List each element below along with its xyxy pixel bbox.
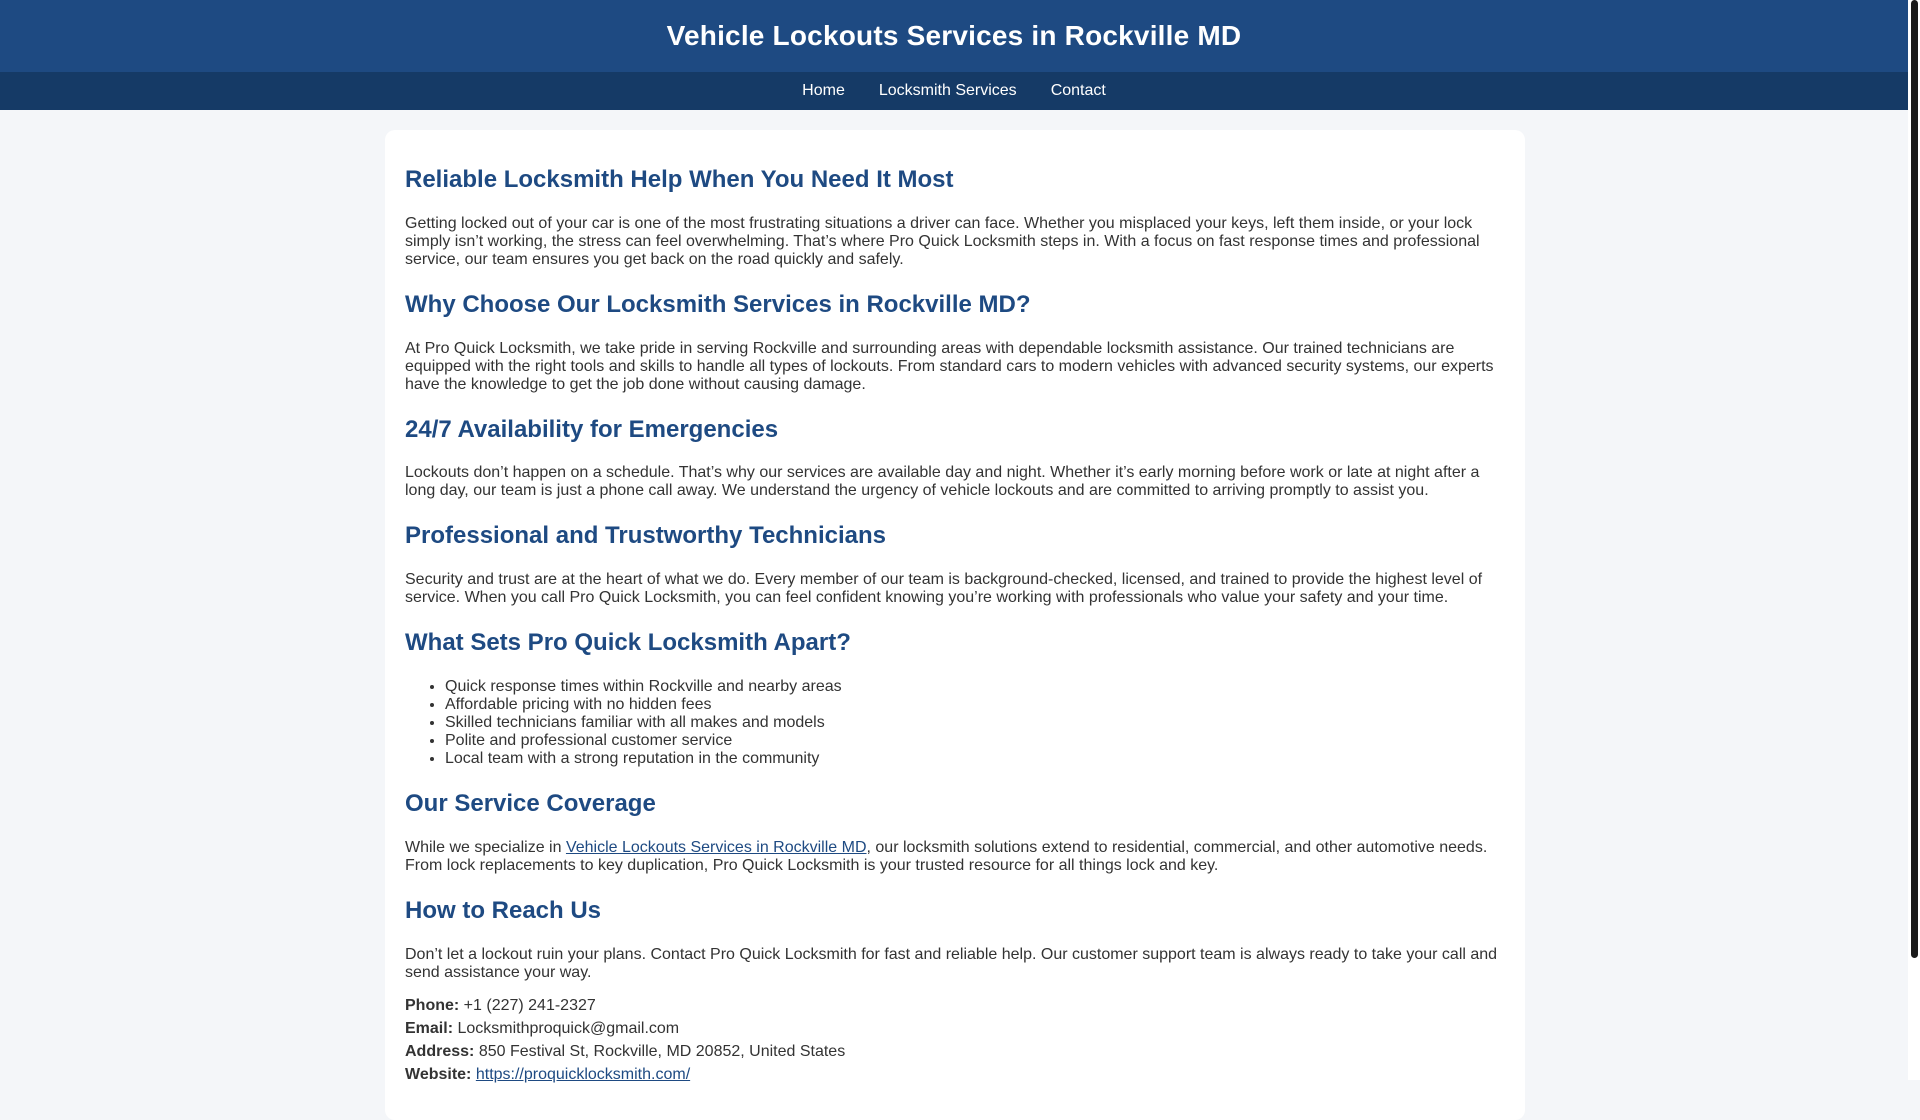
website-label: Website:	[405, 1065, 472, 1083]
site-header	[0, 0, 1908, 72]
contact-address	[405, 1040, 1505, 1063]
website-link[interactable]: https://proquicklocksmith.com/	[475, 1065, 691, 1083]
main-nav	[0, 72, 1908, 110]
section-heading-reliable-help: Reliable Locksmith Help When You Need It Most	[405, 166, 954, 193]
section-text-service-coverage	[405, 839, 1505, 875]
section-heading-how-to-reach: How to Reach Us	[405, 896, 602, 924]
list-item: • Skilled technicians familiar with all makes and models	[445, 714, 1505, 732]
section-text-why-choose: At Pro Quick Locksmith, we take pride in serving Rockville and surrounding areas with dependable locksmith assistance. Our trained technicians are equipped with the right tools and skills to handle all types of lockouts. From standard cars to modern vehicles with advanced security systems, our experts have the knowledge to get the job done without causing damage.	[405, 339, 1494, 393]
email-label: Email:	[405, 1019, 454, 1037]
coverage-text-before: While we specialize in	[405, 838, 566, 856]
section-heading-availability: 24/7 Availability for Emergencies	[405, 415, 779, 443]
coverage-text-after: , our locksmith solutions extend to residential, commercial, and other automotive needs. From lock replacements to key duplication, Pro Quick Locksmith is your trusted resource for all things lock and key.	[405, 838, 1488, 874]
section-text-reliable-help: Getting locked out of your car is one of the most frustrating situations a driver can face. Whether you misplaced your keys, left them inside, or your lock simply isn’t working, the stress can feel overwhelming. That’s where Pro Quick Locksmith steps in. With a focus on fast response times and professional service, our team ensures you get back on the road quickly and safely.	[405, 214, 1480, 268]
page-scrollbar[interactable]	[1908, 0, 1920, 1080]
phone-value: +1 (227) 241-2327	[463, 996, 596, 1014]
features-list	[405, 678, 1505, 768]
section-heading-service-coverage: Our Service Coverage	[405, 789, 656, 817]
contact-phone	[405, 994, 1505, 1017]
address-value: 850 Festival St, Rockville, MD 20852, United States	[478, 1042, 846, 1060]
section-text-technicians: Security and trust are at the heart of what we do. Every member of our team is background-checked, licensed, and trained to provide the highest level of service. When you call Pro Quick Locksmith, you can feel confident knowing you’re working with professionals who value your safety and your time.	[405, 571, 1483, 607]
page-title: Vehicle Lockouts Services in Rockville MD	[666, 20, 1242, 51]
section-heading-technicians: Professional and Trustworthy Technicians	[405, 522, 886, 550]
list-item: • Affordable pricing with no hidden fees	[445, 696, 1505, 714]
phone-label: Phone:	[405, 996, 460, 1014]
vehicle-lockouts-link[interactable]: Vehicle Lockouts Services in Rockville MD	[565, 838, 867, 856]
contact-website	[405, 1063, 1505, 1086]
list-item: • Local team with a strong reputation in the community	[445, 750, 1505, 768]
contact-email	[405, 1017, 1505, 1040]
section-heading-why-choose: Why Choose Our Locksmith Services in Rockville MD?	[405, 290, 1031, 318]
list-item: • Polite and professional customer service	[445, 732, 1505, 750]
nav-contact-link[interactable]: Contact	[1050, 82, 1106, 99]
scrollbar-thumb[interactable]	[1911, 0, 1918, 958]
section-text-how-to-reach: Don’t let a lockout ruin your plans. Contact Pro Quick Locksmith for fast and reliable help. Our customer support team is always ready to take your call and send assistance your way.	[405, 945, 1498, 981]
section-heading-what-sets-apart: What Sets Pro Quick Locksmith Apart?	[405, 629, 851, 657]
nav-home-link[interactable]: Home	[802, 82, 845, 99]
address-label: Address:	[405, 1042, 475, 1060]
content-card	[385, 130, 1525, 1120]
section-text-availability: Lockouts don’t happen on a schedule. That’s why our services are available day and night. Whether it’s early morning before work or late at night after a long day, our team is just a phone call away. We understand the urgency of vehicle lockouts and are committed to arriving promptly to assist you.	[405, 464, 1480, 500]
nav-locksmith-services-link[interactable]: Locksmith Services	[878, 82, 1017, 99]
list-item: • Quick response times within Rockville and nearby areas	[445, 678, 1505, 696]
email-value: Locksmithproquick@gmail.com	[457, 1019, 680, 1037]
